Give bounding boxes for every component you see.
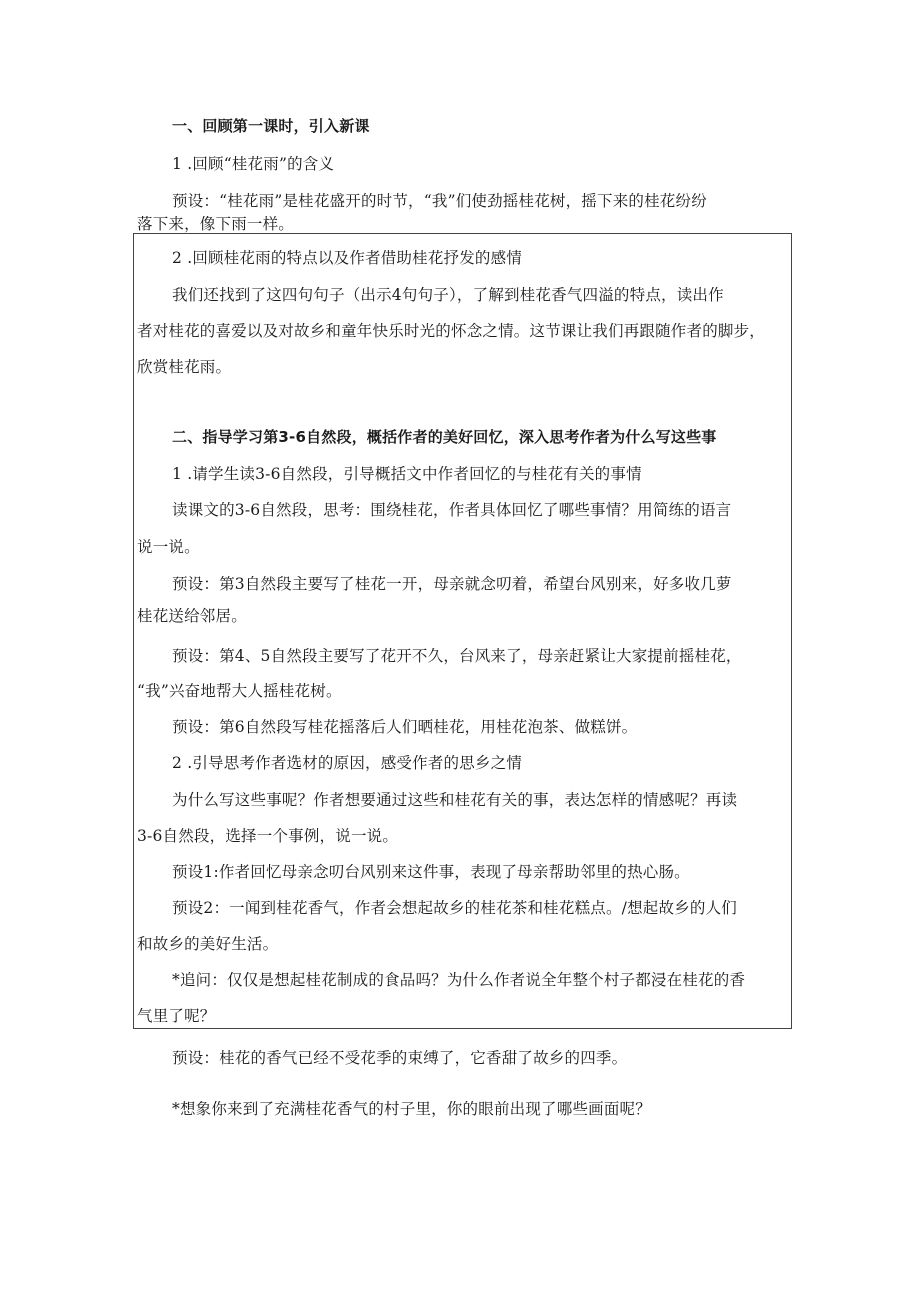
section-1-preset-line-2: 落下来，像下雨一样。 [137, 215, 295, 233]
section-2-preset-p45-line-2: “我”兴奋地帮大人摇桂花树。 [137, 682, 342, 700]
section-2-question-line-2: 说一说。 [137, 538, 200, 556]
section-2-why-line-2: 3-6自然段，选择一个事例，说一说。 [137, 827, 399, 845]
section-2-preset-2-line-2: 和故乡的美好生活。 [137, 935, 279, 953]
section-2-preset-2-line-1: 预设2：一闻到桂花香气，作者会想起故乡的桂花茶和桂花糕点。/想起故乡的人们 [172, 899, 737, 917]
section-2-item-1: 1 .请学生读3-6自然段，引导概括文中作者回忆的与桂花有关的事情 [172, 465, 642, 483]
section-2-preset-p3-line-2: 桂花送给邻居。 [137, 607, 247, 625]
section-1-preset-line-1: 预设：“桂花雨”是桂花盛开的时节，“我”们使劲摇桂花树，摇下来的桂花纷纷 [172, 192, 707, 210]
section-2-imagine-prompt: *想象你来到了充满桂花香气的村子里，你的眼前出现了哪些画面呢？ [172, 1100, 651, 1118]
section-2-preset-p6: 预设：第6自然段写桂花摇落后人们晒桂花，用桂花泡茶、做糕饼。 [172, 718, 638, 736]
section-1-para-line-1: 我们还找到了这四句句子（出示4句句子），了解到桂花香气四溢的特点，读出作 [172, 286, 724, 304]
section-1-para-line-3: 欣赏桂花雨。 [137, 358, 232, 376]
section-2-question-line-1: 读课文的3-6自然段，思考：围绕桂花，作者具体回忆了哪些事情？用简练的语言 [172, 501, 732, 519]
section-2-follow-up-line-2: 气里了呢？ [137, 1007, 216, 1025]
section-2-follow-up-line-1: *追问：仅仅是想起桂花制成的食品吗？为什么作者说全年整个村子都浸在桂花的香 [172, 971, 746, 989]
section-1-heading: 一、回顾第一课时，引入新课 [172, 117, 370, 135]
section-2-preset-p3-line-1: 预设：第3自然段主要写了桂花一开，母亲就念叨着，希望台风别来，好多收几萝 [172, 575, 732, 593]
section-1-item-1: 1 .回顾“桂花雨”的含义 [172, 155, 335, 173]
section-2-why-line-1: 为什么写这些事呢？作者想要通过这些和桂花有关的事，表达怎样的情感呢？再读 [172, 791, 738, 809]
section-2-preset-p45-line-1: 预设：第4、5自然段主要写了花开不久，台风来了，母亲赶紧让大家提前摇桂花， [172, 647, 742, 665]
section-2-preset-1: 预设1:作者回忆母亲念叨台风别来这件事，表现了母亲帮助邻里的热心肠。 [172, 863, 690, 881]
section-2-item-2: 2 .引导思考作者选材的原因，感受作者的思乡之情 [172, 754, 523, 772]
section-2-heading: 二、指导学习第3-6自然段，概括作者的美好回忆，深入思考作者为什么写这些事 [172, 428, 717, 446]
section-2-after-box-preset: 预设：桂花的香气已经不受花季的束缚了，它香甜了故乡的四季。 [172, 1049, 628, 1067]
section-1-item-2: 2 .回顾桂花雨的特点以及作者借助桂花抒发的感情 [172, 249, 523, 267]
section-1-para-line-2: 者对桂花的喜爱以及对故乡和童年快乐时光的怀念之情。这节课让我们再跟随作者的脚步， [137, 322, 766, 340]
